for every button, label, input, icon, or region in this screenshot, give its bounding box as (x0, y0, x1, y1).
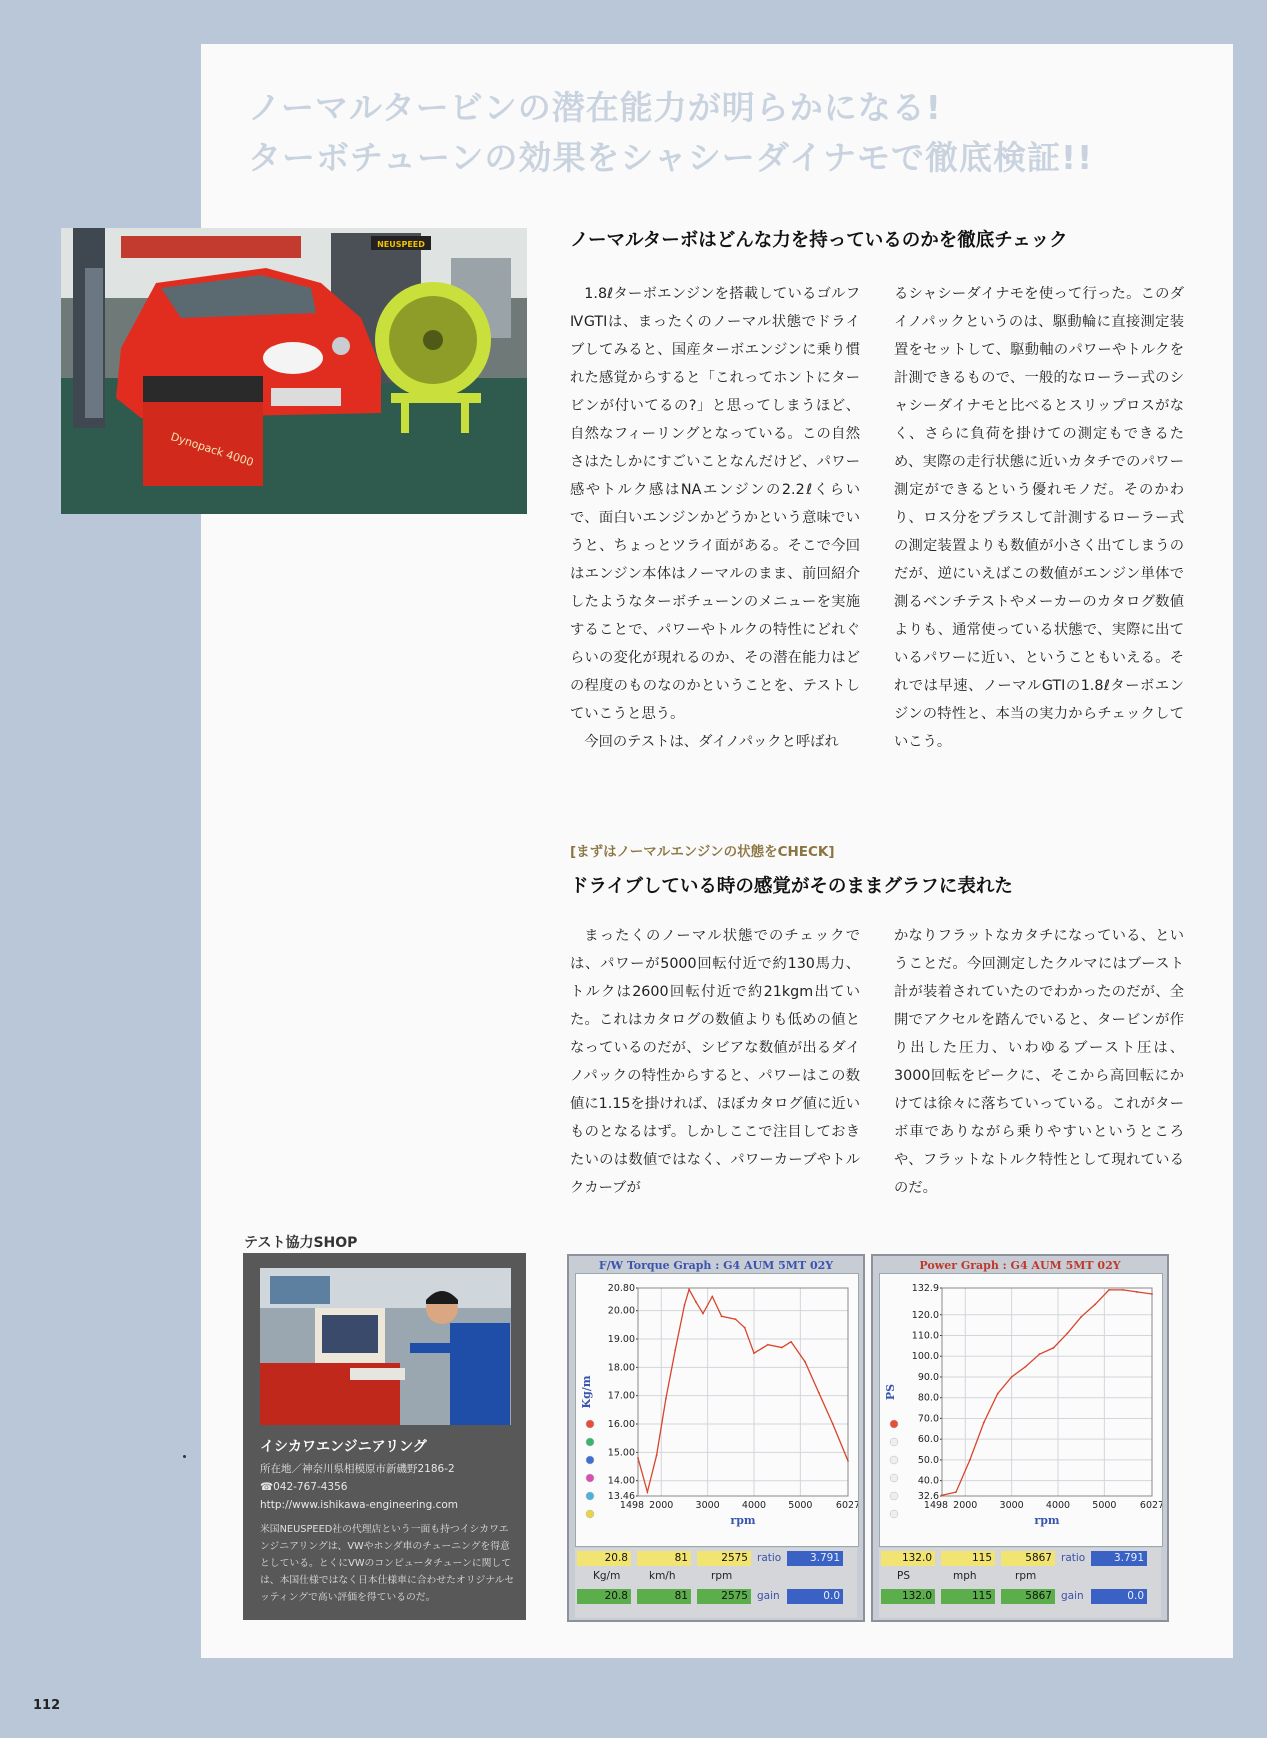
paragraph: 1.8ℓターボエンジンを搭載しているゴルフⅣGTIは、まったくのノーマル状態でドライブしてみると、国産ターボエンジンに乗り慣れた感覚からすると「これってホントにタービンが付いてるの?」と思ってしまうほど、自然なフィーリングとなっている。この自然さはたしかにすごいことなんだけど、パワー感やトルク感はNAエンジンの2.2ℓくらいで、面白いエンジンかどうかという意味でいうと、ちょっとツライ面がある。そこで今回はエンジン本体はノーマルのまま、前回紹介したようなターボチューンのメニューを実施することで、パワーやトルクの特性にどれぐらいの変化が現れるのか、その潜在能力はどの程度のものなのかということを、テストしていこうと思う。 (570, 286, 860, 722)
y-tick-label: 16.00 (607, 1419, 635, 1431)
y-tick-label: 32.6 (917, 1491, 939, 1502)
y-tick-label: 40.0 (917, 1475, 939, 1487)
x-tick-label: 3000 (695, 1500, 720, 1511)
section2-column-2 (894, 922, 1184, 1202)
car-dyno-photo (61, 228, 527, 514)
torque-point (688, 1289, 690, 1291)
unit-label: mph (953, 1570, 977, 1582)
power-point (1122, 1289, 1124, 1291)
y-axis-label: Kg/m (580, 1375, 593, 1409)
page-number: 112 (33, 1698, 61, 1713)
torque-point (721, 1315, 723, 1317)
y-tick-label: 70.0 (917, 1413, 939, 1425)
y-axis-label: PS (884, 1383, 897, 1401)
power-point (1080, 1316, 1082, 1318)
legend-dot (890, 1438, 898, 1446)
power-plot (879, 1273, 1163, 1547)
gain-readout: 0.0 (787, 1589, 843, 1604)
power-point (1011, 1376, 1013, 1378)
torque-point (711, 1296, 713, 1298)
ratio-label: ratio (1061, 1552, 1086, 1564)
gain-value: 132.0 (881, 1589, 935, 1604)
plot-frame (638, 1288, 848, 1496)
torque-point (637, 1457, 639, 1459)
gain-value: 5867 (1001, 1589, 1055, 1604)
y-tick-label: 20.80 (607, 1283, 635, 1294)
paragraph: 今回のテストは、ダイノパックと呼ばれ (584, 734, 839, 750)
x-tick-label: 5000 (1092, 1500, 1117, 1511)
section1-title: ノーマルターボはどんな力を持っているのかを徹底チェック (570, 230, 1068, 251)
power-point (1066, 1333, 1068, 1335)
torque-point (832, 1423, 834, 1425)
dynopack-label: Dynopack 4000 (169, 430, 256, 470)
y-tick-label: 132.9 (911, 1283, 939, 1294)
power-point (1025, 1366, 1027, 1368)
torque-point (804, 1361, 806, 1363)
section1-column-1 (570, 280, 860, 756)
unit-label: km/h (649, 1570, 676, 1582)
power-readout (879, 1548, 1161, 1618)
unit-label: rpm (1015, 1570, 1037, 1582)
torque-point (818, 1392, 820, 1394)
readout-value: 2575 (697, 1551, 751, 1566)
paragraph: かなりフラットなカタチになっている、ということだ。今回測定したクルマにはブースト計が装着されていたのでわかったのだが、全開でアクセルを踏んでいると、タービンが作り出した圧力、いわゆるブースト圧は、3000回転をピークに、そこから高回転にかけては徐々に落ちていっている。これがターボ車でありながら乗りやすいというところや、フラットなトルク特性として現れているのだ。 (894, 928, 1184, 1196)
legend-dot (890, 1492, 898, 1500)
y-tick-label: 60.0 (917, 1434, 939, 1446)
unit-label: rpm (711, 1570, 733, 1582)
shop-contact (260, 1460, 515, 1514)
headline-line-1: ノーマルタービンの潜在能力が明らかになる! (248, 88, 942, 127)
readout-value: 5867 (1001, 1551, 1055, 1566)
power-point (1136, 1291, 1138, 1293)
x-tick-label: 6027 (835, 1500, 858, 1511)
unit-label: Kg/m (593, 1570, 621, 1582)
paragraph: るシャシーダイナモを使って行った。このダイノパックというのは、駆動輪に直接測定装置をセットして、駆動軸のパワーやトルクを計測できるもので、一般的なローラー式のシャシーダイナモと比べるとスリップロスがなく、さらに負荷を掛けての測定もできるため、実際の走行状態に近いカタチでのパワー測定ができるという優れモノだ。そのかわり、ロス分をプラスして計測するローラー式の測定装置よりも数値が小さく出てしまうのだが、逆にいえばこの数値がエンジン単体で測るベンチテストやメーカーのカタログ数値よりも、通常使っている状態で、実際に出ているパワーに近い、ということもいえる。それでは早速、ノーマルGTIの1.8ℓターボエンジンの特性と、本当の実力からチェックしていこう。 (894, 286, 1184, 750)
paragraph: まったくのノーマル状態でのチェックでは、パワーが5000回転付近で約130馬力、トルクは2600回転付近で約21kgm出ていた。これはカタログの数値よりも低めの値となっているのだが、シビアな数値が出るダイノパックの特性からすると、パワーはこの数値に1.15を掛ければ、ほぼカタログ値に近いものとなるはず。しかしここで注目しておきたいのは数値ではなく、パワーカーブやトルクカーブが (570, 928, 860, 1196)
gain-value: 2575 (697, 1589, 751, 1604)
y-tick-label: 120.0 (911, 1309, 939, 1321)
torque-point (695, 1301, 697, 1303)
power-curve (942, 1290, 1152, 1495)
gain-label: gain (757, 1590, 780, 1602)
readout-value: 132.0 (881, 1551, 935, 1566)
readout-value: 20.8 (577, 1551, 631, 1566)
x-tick-label: 2000 (953, 1500, 978, 1511)
torque-point (702, 1313, 704, 1315)
torque-point (790, 1341, 792, 1343)
ratio-label: ratio (757, 1552, 782, 1564)
gain-value: 81 (637, 1589, 691, 1604)
chart-title: F/W Torque Graph : G4 AUM 5MT 02Y (598, 1259, 834, 1272)
power-point (969, 1459, 971, 1461)
torque-point (753, 1352, 755, 1354)
torque-point (656, 1454, 658, 1456)
legend-dot (890, 1456, 898, 1464)
shop-tel: ☎042-767-4356 (260, 1481, 348, 1493)
torque-plot (575, 1273, 859, 1547)
gain-readout: 0.0 (1091, 1589, 1147, 1604)
headline-line-2: ターボチューンの効果をシャシーダイナモで徹底検証!! (248, 138, 1094, 177)
section2-column-1 (570, 922, 860, 1202)
power-point (1151, 1293, 1153, 1295)
legend-dot (586, 1492, 594, 1500)
y-tick-label: 20.00 (607, 1305, 635, 1317)
shop-name: イシカワエンジニアリング (260, 1439, 427, 1455)
x-tick-label: 1498 (619, 1500, 645, 1511)
torque-point (847, 1460, 849, 1462)
y-tick-label: 80.0 (917, 1392, 939, 1404)
shop-label: テスト協力SHOP (244, 1235, 358, 1251)
power-point (955, 1491, 957, 1493)
torque-point (646, 1491, 648, 1493)
y-tick-label: 18.00 (607, 1362, 635, 1374)
gain-value: 20.8 (577, 1589, 631, 1604)
unit-label: PS (897, 1570, 910, 1582)
legend-dot (586, 1510, 594, 1518)
gain-value: 115 (941, 1589, 995, 1604)
chart-title: Power Graph : G4 AUM 5MT 02Y (919, 1259, 1121, 1272)
legend-dot (890, 1474, 898, 1482)
power-point (1108, 1289, 1110, 1291)
legend-dot (586, 1420, 594, 1428)
readout-value: 81 (637, 1551, 691, 1566)
x-tick-label: 1498 (923, 1500, 949, 1511)
shop-description: 米国NEUSPEED社の代理店という一面も持つイシカワエンジニアリングは、VWやホンダ車のチューニングを得意としている。とくにVWのコンピュータチューンに関しては、本国仕様ではなく日本仕様車に合わせたオリジナルセッティングで高い評価を得ているのだ。 (260, 1524, 515, 1603)
y-tick-label: 13.46 (607, 1491, 635, 1502)
torque-point (735, 1318, 737, 1320)
torque-point (781, 1347, 783, 1349)
plot-frame (942, 1288, 1152, 1496)
y-tick-label: 90.0 (917, 1371, 939, 1383)
y-tick-label: 15.00 (607, 1447, 635, 1459)
power-point (941, 1494, 943, 1496)
neuspeed-sign: NEUSPEED (377, 240, 425, 249)
torque-point (665, 1398, 667, 1400)
y-tick-label: 100.0 (911, 1351, 939, 1363)
x-tick-label: 2000 (649, 1500, 674, 1511)
y-tick-label: 50.0 (917, 1454, 939, 1466)
shop-photo (260, 1268, 511, 1425)
legend-dot (586, 1474, 594, 1482)
legend-dot (890, 1510, 898, 1518)
torque-graph (567, 1254, 865, 1622)
power-point (1039, 1353, 1041, 1355)
x-tick-label: 5000 (788, 1500, 813, 1511)
x-tick-label: 4000 (741, 1500, 767, 1511)
shop-address: 所在地／神奈川県相模原市新磯野2186-2 (260, 1463, 455, 1475)
power-point (983, 1422, 985, 1424)
x-axis-label: rpm (1034, 1514, 1060, 1527)
torque-point (767, 1344, 769, 1346)
y-tick-label: 17.00 (607, 1390, 635, 1402)
torque-curve (638, 1289, 848, 1492)
ratio-value: 3.791 (1091, 1551, 1147, 1566)
torque-point (674, 1349, 676, 1351)
ratio-value: 3.791 (787, 1551, 843, 1566)
torque-readout (575, 1548, 857, 1618)
y-tick-label: 14.00 (607, 1475, 635, 1487)
power-svg (880, 1274, 1162, 1546)
gain-label: gain (1061, 1590, 1084, 1602)
x-tick-label: 4000 (1045, 1500, 1071, 1511)
section1-column-2 (894, 280, 1184, 756)
torque-point (744, 1327, 746, 1329)
torque-svg (576, 1274, 858, 1546)
legend-dot (586, 1456, 594, 1464)
x-axis-label: rpm (730, 1514, 756, 1527)
shop-url[interactable]: http://www.ishikawa-engineering.com (260, 1499, 458, 1511)
section2-kicker: [まずはノーマルエンジンの状態をCHECK] (570, 844, 835, 860)
legend-dot (586, 1438, 594, 1446)
shop-info-box (243, 1253, 526, 1620)
power-point (997, 1393, 999, 1395)
power-point (1052, 1347, 1054, 1349)
y-tick-label: 19.00 (607, 1334, 635, 1346)
power-graph (871, 1254, 1169, 1622)
power-point (1094, 1303, 1096, 1305)
torque-point (684, 1304, 686, 1306)
y-tick-label: 110.0 (911, 1330, 939, 1342)
x-tick-label: 3000 (999, 1500, 1024, 1511)
readout-value: 115 (941, 1551, 995, 1566)
section2-title: ドライブしている時の感覚がそのままグラフに表れた (570, 876, 1013, 897)
legend-dot (890, 1420, 898, 1428)
x-tick-label: 6027 (1139, 1500, 1162, 1511)
stray-dot (183, 1455, 186, 1458)
